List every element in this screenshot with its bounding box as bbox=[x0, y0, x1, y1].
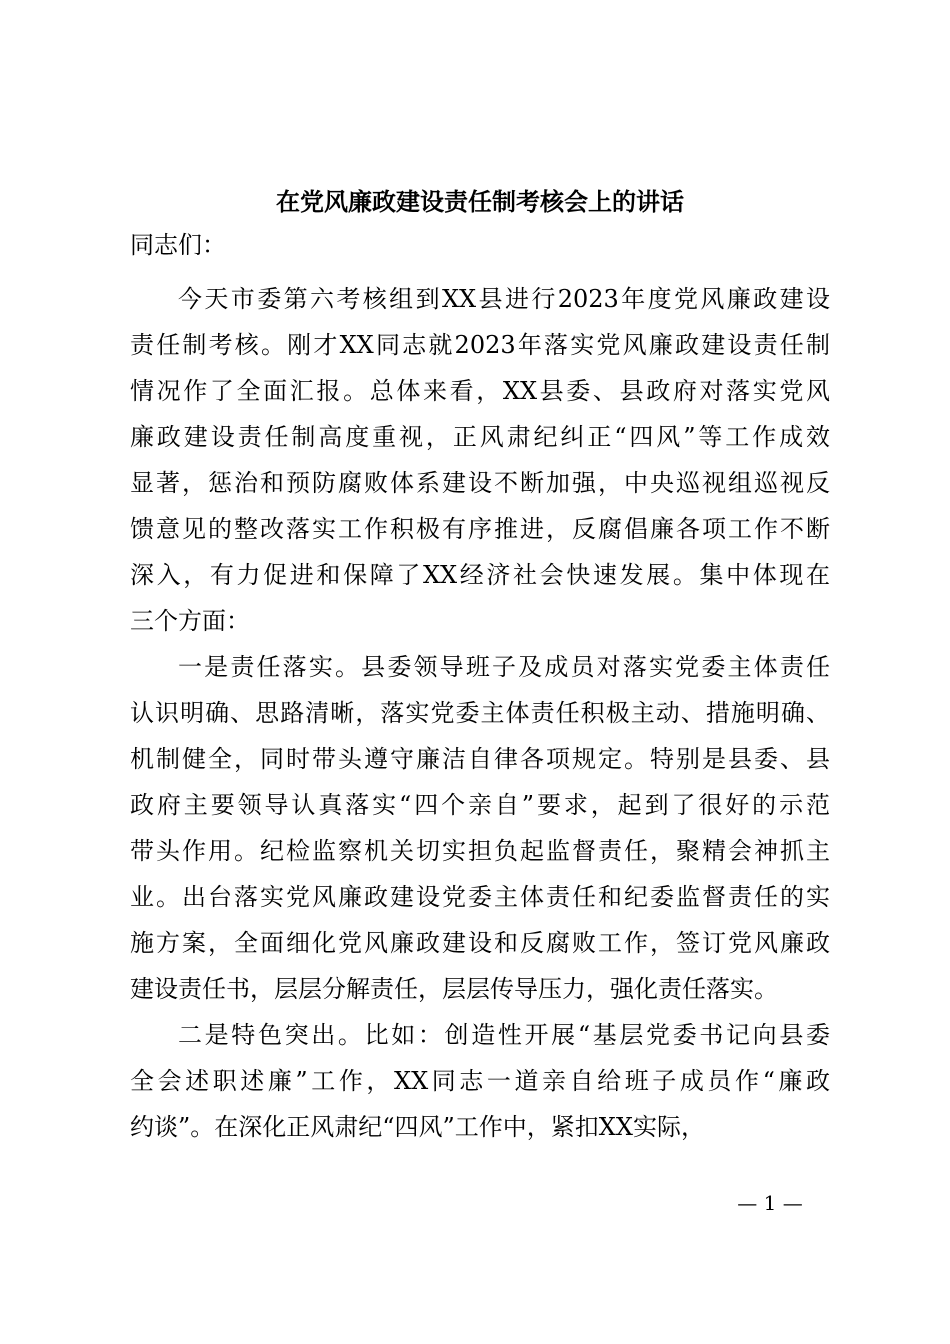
paragraph-1-line: 责任制考核。刚才XX同志就2023年落实党风廉政建设责任制 bbox=[130, 331, 830, 359]
paragraph-2-line: 一是责任落实。县委领导班子及成员对落实党委主体责任 bbox=[178, 653, 830, 681]
paragraph-1-line: 情况作了全面汇报。总体来看，XX县委、县政府对落实党风 bbox=[130, 377, 830, 405]
paragraph-1-line: 显著，惩治和预防腐败体系建设不断加强，中央巡视组巡视反 bbox=[130, 469, 830, 497]
paragraph-3-line: 全会述职述廉”工作，XX同志一道亲自给班子成员作“廉政 bbox=[130, 1067, 830, 1095]
paragraph-2-line: 机制健全，同时带头遵守廉洁自律各项规定。特别是县委、县 bbox=[130, 745, 830, 773]
paragraph-1-line: 三个方面： bbox=[130, 607, 250, 635]
paragraph-2-line: 认识明确、思路清晰，落实党委主体责任积极主动、措施明确、 bbox=[130, 699, 830, 727]
paragraph-3-line: 约谈”。在深化正风肃纪“四风”工作中，紧扣XX实际， bbox=[130, 1113, 705, 1141]
document-title: 在党风廉政建设责任制考核会上的讲话 bbox=[276, 187, 684, 216]
paragraph-2-line: 带头作用。纪检监察机关切实担负起监督责任，聚精会神抓主 bbox=[130, 837, 830, 865]
paragraph-2-line: 业。出台落实党风廉政建设党委主体责任和纪委监督责任的实 bbox=[130, 883, 830, 911]
salutation: 同志们： bbox=[130, 231, 226, 259]
paragraph-1-line: 今天市委第六考核组到XX县进行2023年度党风廉政建设 bbox=[178, 285, 830, 313]
page-number: — 1 — bbox=[737, 1191, 803, 1215]
paragraph-2-line: 建设责任书，层层分解责任，层层传导压力，强化责任落实。 bbox=[130, 975, 778, 1003]
paragraph-2-line: 施方案，全面细化党风廉政建设和反腐败工作，签订党风廉政 bbox=[130, 929, 830, 957]
paragraph-1-line: 廉政建设责任制高度重视，正风肃纪纠正“四风”等工作成效 bbox=[130, 423, 830, 451]
paragraph-3-line: 二是特色突出。比如：创造性开展“基层党委书记向县委 bbox=[178, 1021, 830, 1049]
paragraph-1-line: 馈意见的整改落实工作积极有序推进，反腐倡廉各项工作不断 bbox=[130, 515, 830, 543]
paragraph-1-line: 深入，有力促进和保障了XX经济社会快速发展。集中体现在 bbox=[130, 561, 830, 589]
paragraph-2-line: 政府主要领导认真落实“四个亲自”要求，起到了很好的示范 bbox=[130, 791, 830, 819]
